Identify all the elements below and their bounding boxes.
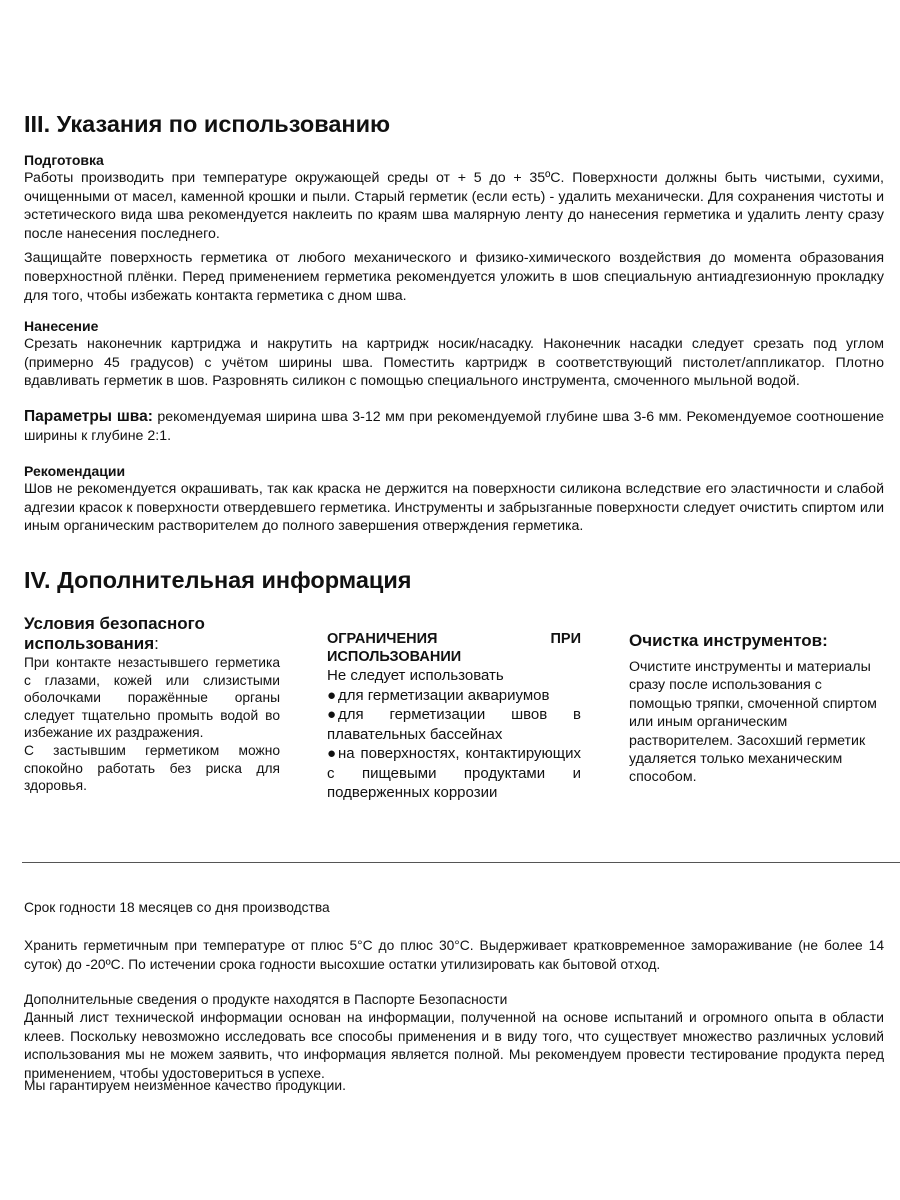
preparation-paragraph-1: Работы производить при температуре окружающей среды от + 5 до + 35ºС. Поверхности должны быть чистыми, сухими, очищенными от масел, каменной крошки и пыли. Старый герметик (если есть) - удалить механически. Для сохранения чистоты и эстетического вида шва рекомендуется наклеить по краям шва малярную ленту до нанесения герметика и удалить ленту сразу после нанесения последнего. bbox=[24, 170, 884, 242]
recommendations-paragraph: Шов не рекомендуется окрашивать, так как краска не держится на поверхности силикона вследствие его эластичности и слабой адгезии красок к поверхности отвердевшего герметика. Инструменты и забрызганные поверхности следует очистить спиртом или иным органическим растворителем до полного завершения отверждения герметика. bbox=[24, 481, 884, 535]
application-paragraph: Срезать наконечник картриджа и накрутить на картридж носик/насадку. Наконечник насадки следует срезать под углом (примерно 45 градусов) с учётом ширины шва. Поместить картридж в соответствующий пистолет/аппликатор. Плотно вдавливать герметик в шов. Разровнять силикон с помощью специального инструмента, смоченного мыльной водой. bbox=[24, 336, 884, 390]
bullet-icon: ● bbox=[327, 686, 337, 704]
safety-paragraph-2: С застывшим герметиком можно спокойно работать без риска для здоровья. bbox=[24, 742, 280, 794]
section-4-heading: IV. Дополнительная информация bbox=[24, 567, 412, 593]
cleaning-paragraph: Очистите инструменты и материалы сразу после использования с помощью тряпки, смоченной спиртом или иным органическим растворителем. Засохший герметик удаляется только механическим способом. bbox=[629, 659, 877, 786]
joint-parameters-text: рекомендуемая ширина шва 3-12 мм при рекомендуемой глубине шва 3-6 мм. Рекомендуемое соотношение ширины к глубине 2:1. bbox=[24, 409, 884, 444]
preparation-paragraph-2: Защищайте поверхность герметика от любого механического и физико-химического воздействия до момента образования поверхностной плёнки. Перед применением герметика рекомендуется уложить в шов специальную антиадгезионную прокладку для того, чтобы избежать контакта герметика с дном шва. bbox=[24, 250, 884, 304]
joint-parameters bbox=[24, 408, 884, 445]
safety-paragraph-1: При контакте незастывшего герметика с глазами, кожей или слизистыми оболочками поражённые органы следует тщательно промыть водой во избежание их раздражения. bbox=[24, 655, 280, 741]
preparation-section bbox=[24, 152, 884, 305]
shelf-life-text: Срок годности 18 месяцев со дня производства bbox=[24, 900, 330, 915]
limitations-title: ОГРАНИЧЕНИЯ ПРИ ИСПОЛЬЗОВАНИИ bbox=[327, 631, 581, 665]
list-item: ● для герметизации аквариумов bbox=[327, 686, 550, 704]
list-item: ● для герметизации швов в плавательных бассейнах bbox=[327, 706, 581, 743]
storage-text: Хранить герметичным при температуре от плюс 5°C до плюс 30°C. Выдерживает кратковременное замораживание (не более 14 суток) до -20ºС. По истечении срока годности высохшие остатки утилизировать как бытовой отход. bbox=[24, 938, 884, 972]
safety-column bbox=[24, 614, 280, 795]
list-item: ● на поверхностях, контактирующих с пищевыми продуктами и подверженных коррозии bbox=[327, 745, 581, 801]
safety-title: Условия безопасного использования: bbox=[24, 614, 205, 653]
preparation-title: Подготовка bbox=[24, 152, 104, 168]
limitations-list bbox=[327, 686, 581, 803]
bullet-icon: ● bbox=[327, 745, 337, 762]
application-section bbox=[24, 318, 884, 391]
guarantee-text: Мы гарантируем неизменное качество продукции. bbox=[24, 1078, 346, 1093]
recommendations-section bbox=[24, 463, 884, 536]
joint-parameters-label: Параметры шва: bbox=[24, 408, 153, 425]
limitations-intro: Не следует использовать bbox=[327, 667, 504, 684]
recommendations-title: Рекомендации bbox=[24, 463, 126, 479]
msds-note: Дополнительные сведения о продукте находятся в Паспорте Безопасности bbox=[24, 992, 508, 1007]
cleaning-column bbox=[629, 630, 881, 787]
bullet-icon: ● bbox=[327, 706, 337, 723]
application-title: Нанесение bbox=[24, 318, 99, 334]
divider bbox=[22, 862, 900, 863]
disclaimer-text: Данный лист технической информации основан на информации, полученной на основе испытаний и огромного опыта в области клеев. Поскольку невозможно исследовать все способы применения и в виду того, что существует множество различных условий использования мы не можем заявить, что информация является полной. Мы рекомендуем провести тестирование продукта перед применением, чтобы удостовериться в успехе. bbox=[24, 1010, 884, 1081]
cleaning-title: Очистка инструментов: bbox=[629, 631, 828, 650]
limitations-column bbox=[327, 630, 581, 803]
section-3-heading: III. Указания по использованию bbox=[24, 111, 391, 137]
